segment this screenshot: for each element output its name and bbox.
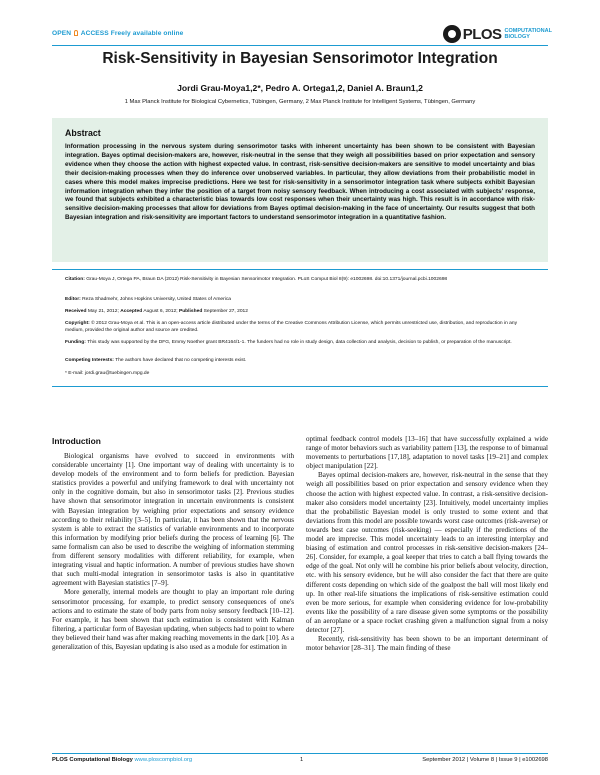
funding-block (65, 340, 535, 347)
footer-journal-name: PLOS Computational Biology (52, 757, 133, 763)
dates-block (65, 309, 535, 316)
open-access-banner (52, 30, 183, 37)
plos-logo (443, 25, 552, 43)
open-access-lock-icon (74, 30, 78, 36)
page-number: 1 (300, 757, 304, 763)
intro-paragraph-4: Bayes optimal decision-makers are, however, risk-neutral in the sense that they weigh all possibilities based on prior expectation and sensory evidence when they choose the action with highest expected value. In contrast, a risk-sensitive decision-maker also considers model uncertainty [23]. Intuitively, model uncertainty implies that the probabilistic Bayesian model is only trusted to some extent and that deviations from this model are possible towards worst case outcomes (risk-averse) or towards best case outcomes (risk-seeking) — especially if the predictions of the model are imprecise. This model uncertainty leads to an interesting interplay and biasing of estimation and control processes in risk-sensitive decision-makers [24–26]. Consider, for example, a goal keeper that tries to catch a ball flying towards the edge of the goal. Not only will he combine his prior beliefs about velocity, direction, etc. with his sensory evidence, but he will also consider the fact that there are quite different costs depending on which side of the goalpost the ball will most likely end up. In other real-life situations the implications of risk-sensitive estimation could even be more serious, for example when considering evidence for low-probability events like the possibility of a rare disease given some symptoms or the possibility of an aeroplane or a space rocket crashing given a malfunction signal from a noisy detector [27]. (306, 471, 548, 634)
abstract-text: Information processing in the nervous system during sensorimotor tasks with inherent uncertainty has been shown to be consistent with Bayesian integration. Bayes optimal decision-makers are, however, risk-neutral in the sense that they weigh all possibilities based on prior expectation and sensory evidence when they choose the action with highest expected value. In contrast, risk-sensitive decision-makers are sensitive to model uncertainty and bias their decision-making processes when they do inference over unobserved variables. In particular, they allow deviations from their probabilistic model in cases where this model makes imprecise predictions. Here we test for risk-sensitivity in a sensorimotor integration task where subjects exhibit Bayesian information integration when they infer the position of a target from noisy sensory feedback. When introducing a cost associated with subjects' response, we found that subjects exhibited a characteristic bias towards low cost responses when their uncertainty was high. This result is in accordance with risk-sensitive decision-making processes that allow for deviations from Bayes optimal decision-making in the face of uncertainty. Our results suggest that both Bayesian integration and risk-sensitivity are important factors to understand sensorimotor integration in a quantitative fashion. (65, 143, 535, 222)
editor-text: Reza Shadmehr, Johns Hopkins University, United States of America (82, 297, 231, 302)
access-label: ACCESS (80, 30, 109, 37)
open-access-label: OPEN (52, 30, 72, 37)
issue-info: September 2012 | Volume 8 | Issue 9 | e1002698 (422, 757, 548, 763)
header-divider (52, 45, 548, 46)
competing-interests-label: Competing Interests: (65, 358, 114, 363)
funding-text: This study was supported by the DFG, Emmy Noether grant BR4164/1-1. The funders had no role in study design, data collection and analysis, decision to publish, or preparation of the manuscript. (87, 340, 512, 345)
contact-email: * E-mail: jordi.grau@tuebingen.mpg.de (65, 371, 150, 376)
intro-paragraph-5: Recently, risk-sensitivity has been shown to be an important determinant of motor behavior [28–31]. The main finding of these (306, 635, 548, 653)
accepted-date: August 6, 2012; (143, 309, 178, 314)
received-date: May 21, 2012; (87, 309, 119, 314)
footer-journal-link[interactable]: www.ploscompbiol.org (134, 757, 193, 763)
plos-logo-icon (443, 25, 461, 43)
meta-bottom-divider (52, 386, 548, 387)
copyright-label: Copyright: (65, 321, 90, 326)
published-date: September 27, 2012 (203, 309, 248, 314)
competing-interests-text: The authors have declared that no competing interests exist. (115, 358, 247, 363)
intro-paragraph-1: Biological organisms have evolved to succeed in environments with considerable uncertainty [1]. One important way of dealing with uncertainty is to develop models of the environment and to form beliefs for prediction. Bayesian statistics provides a powerful and unifying framework to deal with uncertainty not only in the cognitive domain, but also in sensorimotor tasks [2]. Previous studies have shown that sensorimotor integration in uncertain environments is consistent with Bayesian integration by weighing prior expectations and sensory evidence according to their reliability [3–5]. In particular, it has been shown that the nervous system is able to extract the statistics of variable environments and to incorporate this information by modifying prior beliefs during the process of learning [6]. The same formalism can also be used to describe the weighing of information stemming from different sensory modalities with different reliability, for example, when integrating visual and haptic information. A number of previous studies have shown that such multi-modal integration in sensorimotor tasks is also in quantitative agreement with Bayesian statistics [7–9]. (52, 452, 294, 588)
journal-header (52, 25, 552, 44)
page-footer (52, 757, 548, 767)
author-list: Jordi Grau-Moya1,2*, Pedro A. Ortega1,2, Daniel A. Braun1,2 (177, 83, 423, 93)
editor-label: Editor: (65, 297, 81, 302)
body-column-right (306, 435, 548, 750)
plos-logo-subtitle (505, 28, 552, 40)
logo-sub-line-1: COMPUTATIONAL (504, 28, 552, 34)
citation-block (65, 277, 535, 284)
footer-divider (52, 753, 548, 754)
copyright-text: © 2012 Grau-Moya et al. This is an open-access article distributed under the terms of the Creative Commons Attribution License, which permits unrestricted use, distribution, and reproduction in any medium, provided the original author and source are credited. (65, 321, 518, 333)
intro-paragraph-3: optimal feedback control models [13–16] that have successfully explained a wide range of motor behaviors such as variability pattern [13], the response to of bimanual movements to perturbations [17,18], adaptation to novel tasks [19–21] and complex object manipulation [22]. (306, 435, 548, 471)
citation-label: Citation: (65, 277, 85, 282)
paper-title: Risk-Sensitivity in Bayesian Sensorimotor Integration (102, 50, 498, 67)
intro-paragraph-2: More generally, internal models are thought to play an important role during sensorimotor processing, for example, to predict sensory consequences of one's actions and to estimate the state of body parts from noisy sensory feedback [10–12]. For example, it has been shown that such estimation is consistent with Kalman filtering, a particular form of Bayesian updating, when subjects had to point to where they believed their hand was after making reaching movements in the dark [10]. As a generalization of this, Bayesian updating is also used as a module for estimation in (52, 588, 294, 651)
abstract-box (52, 118, 548, 262)
funding-label: Funding: (65, 340, 86, 345)
plos-logo-word: PLOS (462, 25, 502, 43)
introduction-heading: Introduction (52, 436, 101, 446)
editor-block (65, 297, 535, 304)
published-label: Published (178, 309, 203, 314)
affiliations: 1 Max Planck Institute for Biological Cybernetics, Tübingen, Germany, 2 Max Planck Institute for Intelligent Systems, Tübingen, Germany (124, 99, 476, 105)
citation-text: Grau-Moya J, Ortega PA, Braun DA (2012) Risk-Sensitivity in Bayesian Sensorimotor Integration. PLoS Comput Biol 8(9): e1002698. doi:10.1371/journal.pcbi.1002698 (86, 277, 448, 282)
competing-interests-block (65, 358, 535, 365)
freely-available-label: Freely available online (110, 30, 184, 37)
abstract-heading: Abstract (65, 128, 101, 138)
body-column-left (52, 452, 294, 752)
copyright-block (65, 321, 535, 334)
received-label: Received (65, 309, 87, 314)
footer-journal (52, 757, 192, 763)
accepted-label: Accepted (120, 309, 143, 314)
meta-top-divider (52, 269, 548, 270)
logo-sub-line-2: BIOLOGY (504, 34, 530, 40)
